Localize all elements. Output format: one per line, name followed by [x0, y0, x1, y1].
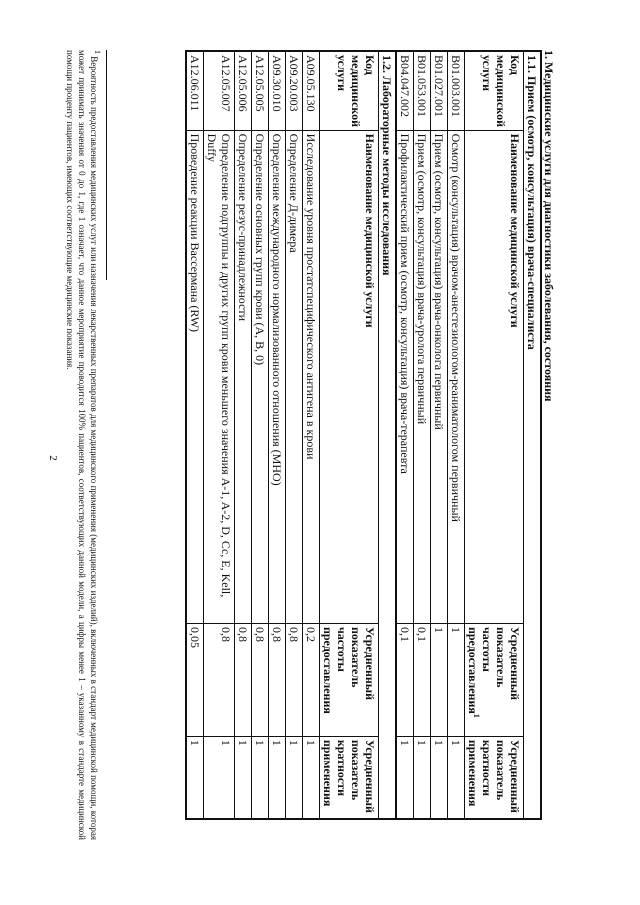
service-multiplicity: 1: [431, 736, 448, 819]
table-row: [235, 51, 252, 819]
header-multiplicity: Усредненный показатель кратности применения: [465, 736, 524, 819]
service-frequency: 0,1: [396, 623, 414, 736]
header-frequency-text: Усредненный показатель частоты предоставления: [466, 626, 522, 714]
service-code: B01.053.001: [414, 51, 431, 130]
service-name: Определение Д-димера: [286, 130, 303, 623]
table-row: [396, 51, 414, 819]
header-code: Код медицинской услуги: [320, 51, 379, 130]
table-row: [269, 51, 286, 819]
table-row: [204, 51, 235, 819]
service-name: Профилактический прием (осмотр, консультация) врача-терапевта: [396, 130, 414, 623]
subsection-title-2: 1.2. Лабораторные методы исследования: [379, 51, 397, 819]
service-frequency: 0,8: [204, 623, 235, 736]
page-number: 2: [46, 455, 59, 461]
table-row: [414, 51, 431, 819]
service-multiplicity: 1: [186, 736, 204, 819]
service-multiplicity: 1: [286, 736, 303, 819]
service-name: Проведение реакции Вассермана (RW): [186, 130, 204, 623]
service-name: Осмотр (консультация) врачом-анестезиологом-реаниматологом первичный: [448, 130, 465, 623]
service-code: A09.30.010: [269, 51, 286, 130]
service-frequency: 1: [448, 623, 465, 736]
service-multiplicity: 1: [396, 736, 414, 819]
service-code: A12.06.011: [186, 51, 204, 130]
service-code: A12.05.005: [252, 51, 269, 130]
footnote-marker: 1: [93, 50, 102, 54]
service-multiplicity: 1: [303, 736, 320, 819]
service-multiplicity: 1: [269, 736, 286, 819]
service-code: A09.05.130: [303, 51, 320, 130]
subsection-title-1: 1.1. Прием (осмотр, консультация) врача-специалиста: [524, 51, 542, 819]
table-consultations: [395, 50, 542, 820]
table-row: [448, 51, 465, 819]
header-multiplicity: Усредненный показатель кратности применения: [320, 736, 379, 819]
service-code: B01.003.001: [448, 51, 465, 130]
service-name: Прием (осмотр, консультация) врача-онколога первичный: [431, 130, 448, 623]
service-multiplicity: 1: [252, 736, 269, 819]
service-frequency: 0,05: [186, 623, 204, 736]
table-row: [286, 51, 303, 819]
header-frequency: [465, 623, 524, 736]
footnote-text: Вероятность предоставления медицинских услуг или назначения лекарственных препаратов для медицинского применения (медицинских изделий), включенных в стандарт медицинской помощи, которая может принимать значения от 0 до 1, где 1 означает, что данное мероприятие проводится 100% пациентов, соответствующих данной модели, а цифры менее 1 – указанному в стандарте медицинской помощи проценту пациентов, имеющих соответствующие медицинские показания.: [65, 50, 99, 840]
service-multiplicity: 1: [235, 736, 252, 819]
document-body: [185, 50, 556, 820]
table-row: [431, 51, 448, 819]
service-multiplicity: 1: [414, 736, 431, 819]
service-code: B01.027.001: [431, 51, 448, 130]
service-frequency: 0,8: [286, 623, 303, 736]
header-name: Наименование медицинской услуги: [320, 130, 379, 623]
service-code: A09.20.003: [286, 51, 303, 130]
service-name: Определение резус-принадлежности: [235, 130, 252, 623]
table-row: [252, 51, 269, 819]
table-row: [303, 51, 320, 819]
service-frequency: 0,1: [414, 623, 431, 736]
service-code: A12.05.006: [235, 51, 252, 130]
service-name: Определение международного нормализованного отношения (МНО): [269, 130, 286, 623]
header-frequency: Усредненный показатель частоты предоставления: [320, 623, 379, 736]
service-name: Прием (осмотр, консультация) врача-уролога первичный: [414, 130, 431, 623]
service-frequency: 0,8: [269, 623, 286, 736]
header-code: Код медицинской услуги: [465, 51, 524, 130]
footnote-divider: [106, 50, 107, 280]
service-frequency: 1: [431, 623, 448, 736]
footnote-ref: 1: [472, 713, 481, 718]
service-multiplicity: 1: [448, 736, 465, 819]
service-multiplicity: 1: [204, 736, 235, 819]
footnote: [64, 50, 100, 840]
header-name: Наименование медицинской услуги: [465, 130, 524, 623]
service-frequency: 0,8: [252, 623, 269, 736]
service-frequency: 0,8: [235, 623, 252, 736]
service-name: Исследование уровня простатспецифического антигена в крови: [303, 130, 320, 623]
service-name: Определение основных групп крови (A, B, 0): [252, 130, 269, 623]
service-code: A12.05.007: [204, 51, 235, 130]
service-frequency: 0,2: [303, 623, 320, 736]
service-name: Определение подгруппы и других групп крови меньшего значения A-1, A-2, D, Cc, E, Kell, Duffy: [204, 130, 235, 623]
table-row: [186, 51, 204, 819]
section-title: 1. Медицинские услуги для диагностики заболевания, состояния: [542, 50, 556, 402]
service-code: B04.047.002: [396, 51, 414, 130]
table-lab-tests: [185, 50, 397, 820]
